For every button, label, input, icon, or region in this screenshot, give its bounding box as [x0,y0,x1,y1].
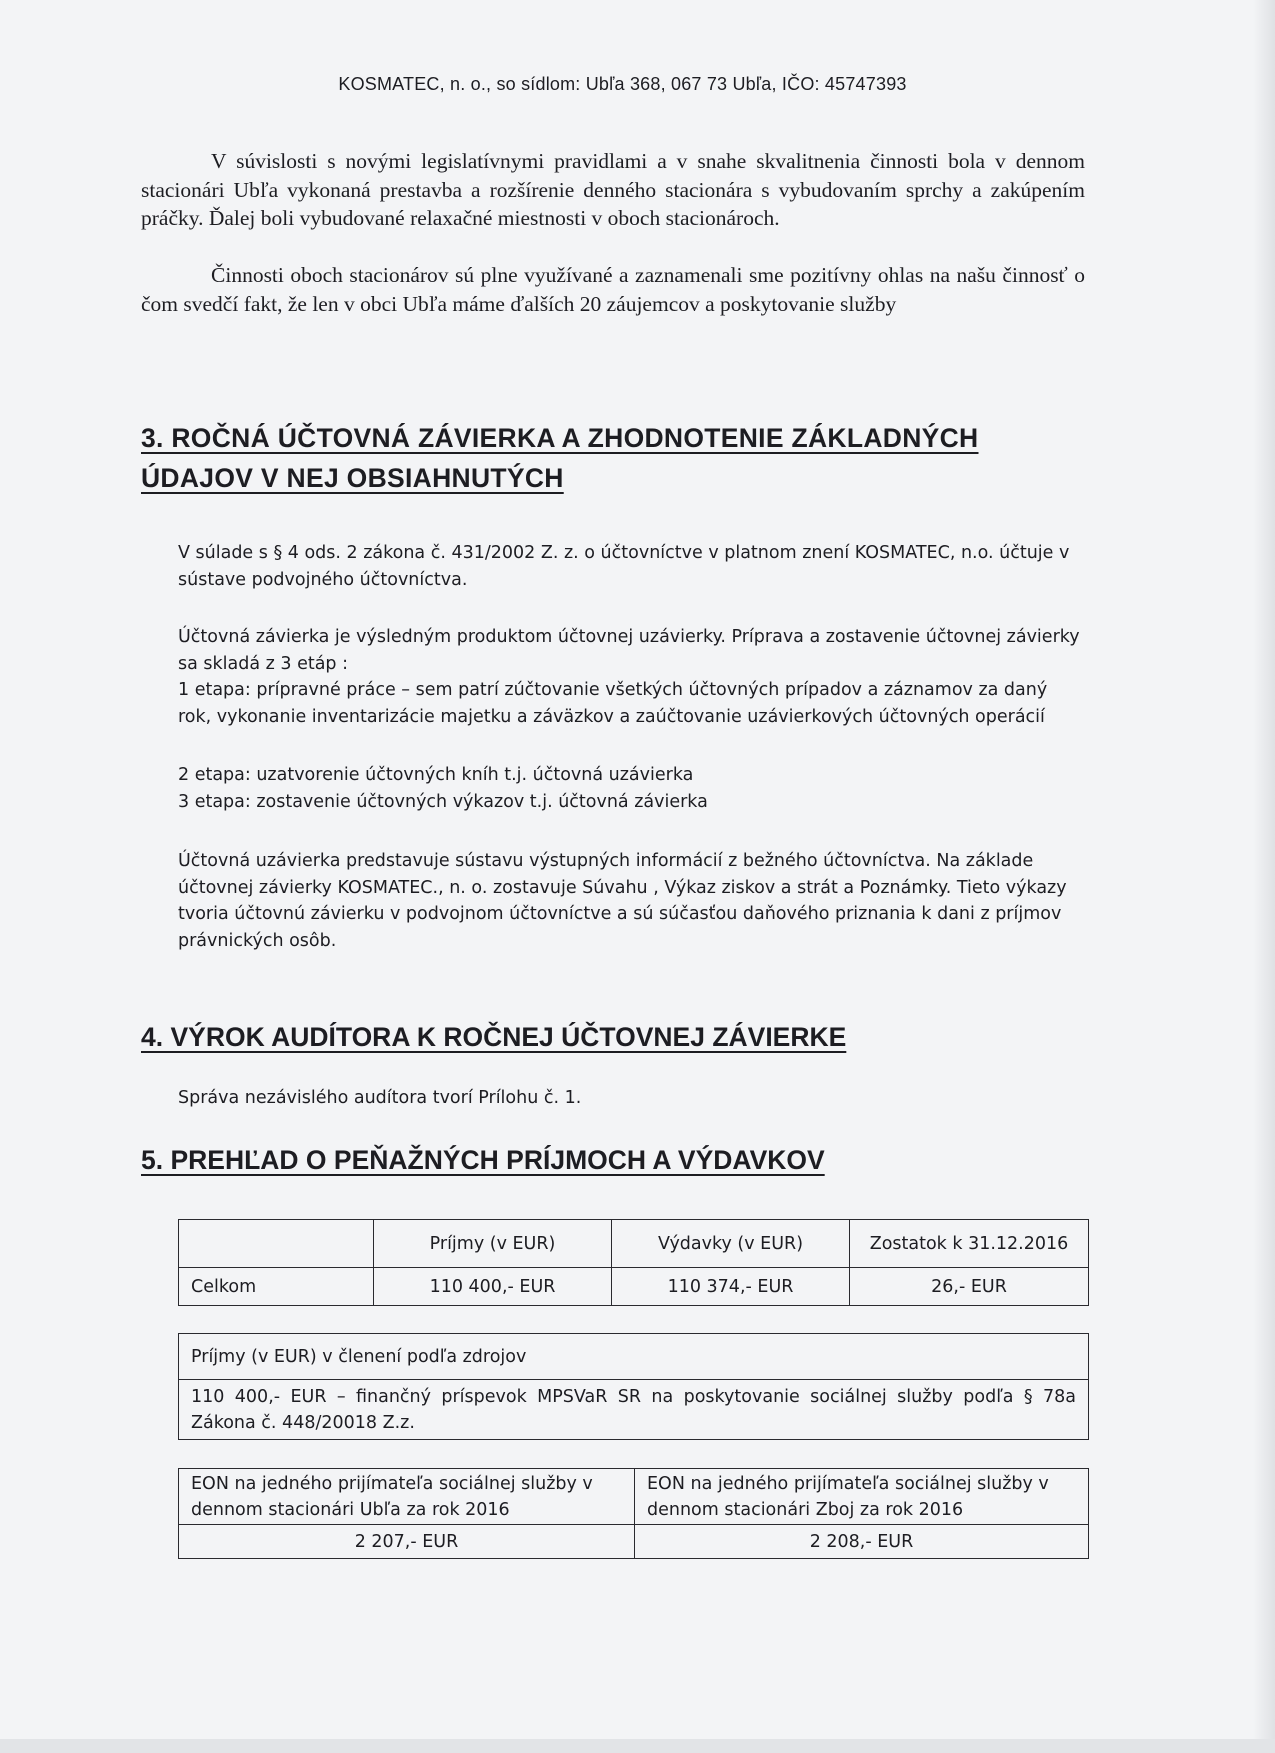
table-header-cell: Zostatok k 31.12.2016 [850,1220,1089,1268]
table-cell: 2 207,- EUR [179,1525,635,1559]
table-row [179,1268,1089,1306]
section-3-paragraph-3: Účtovná uzávierka predstavuje sústavu výstupných informácií z bežného účtovníctva. Na základe účtovnej závierky KOSMATEC., n. o. zostavuje Súvahu , Výkaz ziskov a strát a Poznámky. Tieto výkazy tvoria účtovnú závierku v podvojnom účtovníctve a sú súčasťou daňového priznania k dani z príjmov právnických osôb. [178,851,1067,951]
page-header: KOSMATEC, n. o., so sídlom: Ubľa 368, 067 73 Ubľa, IČO: 45747393 [338,74,907,94]
intro-paragraph-2: Činnosti oboch stacionárov sú plne využívané a zaznamenali sme pozitívny ohlas na našu činnosť o čom svedčí fakt, že len v obci Ubľa máme ďalších 20 záujemcov a poskytovanie služby [141,263,1085,316]
table-header-cell: Príjmy (v EUR) v členení podľa zdrojov [179,1334,1089,1380]
section-3-title-line-1: 3. ROČNÁ ÚČTOVNÁ ZÁVIERKA A ZHODNOTENIE ZÁKLADNÝCH [141,423,979,453]
table-row [179,1380,1089,1440]
table-cell: 26,- EUR [850,1268,1089,1306]
section-3-stage-1: 1 etapa: prípravné práce – sem patrí zúčtovanie všetkých účtovných prípadov a záznamov za daný rok, vykonanie inventarizácie majetku a záväzkov a zaúčtovanie uzávierkových účtovných operácií [178,680,1048,727]
section-5-title: 5. PREHĽAD O PEŇAŽNÝCH PRÍJMOCH A VÝDAVKOV [141,1145,825,1175]
section-3-stage-2: 2 etapa: uzatvorenie účtovných kníh t.j. účtovná uzávierka [178,765,694,785]
table-cell: Celkom [179,1268,374,1306]
section-4-text: Správa nezávislého audítora tvorí Prílohu č. 1. [178,1088,582,1108]
table-header-row [179,1469,1089,1525]
table-cell: 110 400,- EUR [374,1268,612,1306]
table-header-cell: Výdavky (v EUR) [612,1220,850,1268]
table-cell: 110 400,- EUR – finančný príspevok MPSVaR SR na poskytovanie sociálnej služby podľa § 78a Zákona č. 448/20018 Z.z. [179,1380,1089,1440]
section-3-paragraph-2: Účtovná závierka je výsledným produktom účtovnej uzávierky. Príprava a zostavenie účtovnej závierky sa skladá z 3 etáp : [178,627,1080,674]
scan-edge-bottom [0,1739,1275,1753]
table-cell: 2 208,- EUR [635,1525,1089,1559]
section-3-paragraph-1: V súlade s § 4 ods. 2 zákona č. 431/2002 Z. z. o účtovníctve v platnom znení KOSMATEC, n.o. účtuje v sústave podvojného účtovníctva. [178,543,1070,590]
table-header-cell: Príjmy (v EUR) [374,1220,612,1268]
section-3-stage-3: 3 etapa: zostavenie účtovných výkazov t.j. účtovná závierka [178,792,708,812]
scan-edge-right [1253,0,1275,1753]
table-header-row [179,1220,1089,1268]
section-3-title [141,418,1085,498]
intro-paragraph-1: V súvislosti s novými legislatívnymi pravidlami a v snahe skvalitnenia činnosti bola v dennom stacionári Ubľa vykonaná prestavba a rozšírenie denného stacionára s vybudovaním sprchy a zakúpením práčky. Ďalej boli vybudované relaxačné miestnosti v oboch stacionároch. [141,149,1085,230]
table-header-cell [179,1220,374,1268]
section-4-title: 4. VÝROK AUDÍTORA K ROČNEJ ÚČTOVNEJ ZÁVIERKE [141,1022,847,1052]
table-header-cell: EON na jedného prijímateľa sociálnej služby v dennom stacionári Ubľa za rok 2016 [179,1469,635,1525]
table-header-cell: EON na jedného prijímateľa sociálnej služby v dennom stacionári Zboj za rok 2016 [635,1469,1089,1525]
table-cell: 110 374,- EUR [612,1268,850,1306]
eon-table [178,1468,1089,1559]
table-header-row [179,1334,1089,1380]
section-3-title-line-2: ÚDAJOV V NEJ OBSIAHNUTÝCH [141,463,564,493]
table-row [179,1525,1089,1559]
income-sources-table [178,1333,1089,1440]
income-expense-table [178,1219,1089,1306]
